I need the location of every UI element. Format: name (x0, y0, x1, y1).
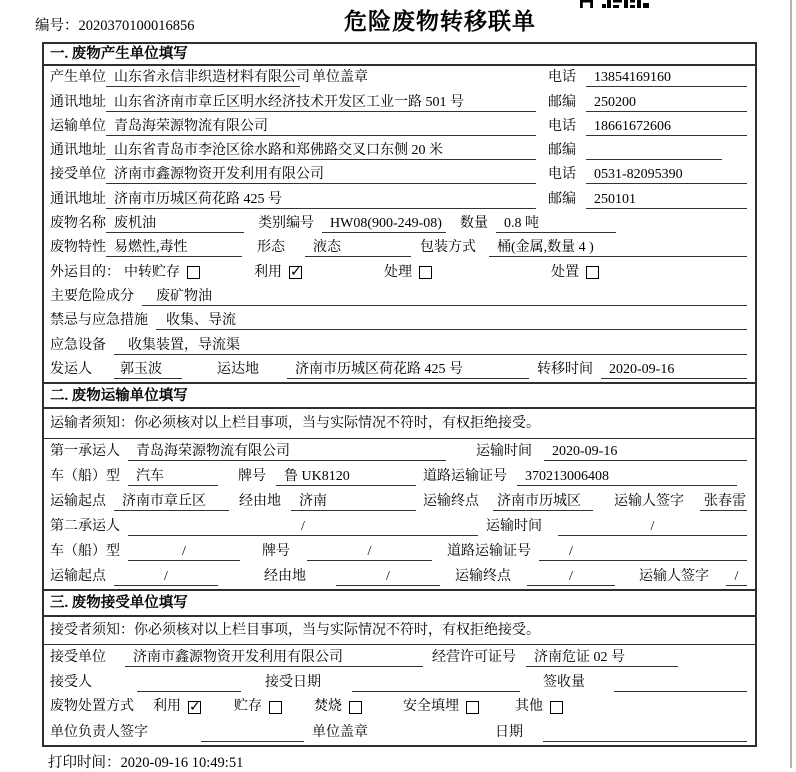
date-label: 日期 (495, 724, 523, 740)
via-label: 经由地 (264, 568, 306, 584)
transfer-manifest-form (42, 42, 757, 747)
category-code-value: HW08(900-249-08) (322, 215, 446, 233)
postcode-label: 邮编 (548, 143, 576, 159)
packaging-value: 桶(金属,数量 4 ) (489, 239, 747, 257)
emergency-equipment-label: 应急设备 (50, 337, 106, 353)
purpose-option-utilize (254, 264, 302, 282)
transfer-purpose-row (44, 260, 755, 284)
carrier-signature-label: 运输人签字 (614, 493, 684, 509)
waste-character-row (44, 236, 755, 260)
accept-date-value (352, 674, 520, 692)
emergency-equipment-row (44, 333, 755, 357)
qr-code-fragment (580, 0, 650, 9)
section2-title: 二. 废物运输单位填写 (44, 384, 755, 409)
purpose-option-transfer-storage (124, 264, 200, 282)
plate-number-label: 牌号 (262, 543, 290, 559)
destination-value: 济南市历城区荷花路 425 号 (287, 361, 529, 379)
transfer-purpose-label: 外运目的： (50, 264, 120, 280)
endpoint-label: 运输终点 (423, 493, 479, 509)
section-waste-transporter (44, 382, 755, 589)
serial-number: 2020370100016856 (78, 18, 195, 34)
acceptor-label: 接受人 (50, 674, 92, 690)
producer-address-row (44, 90, 755, 114)
page-edge-line (790, 0, 792, 768)
postcode-label: 邮编 (548, 191, 576, 207)
receive-unit-label: 接受单位 (50, 167, 106, 183)
transport-unit-value: 青岛海荣源物流有限公司 (106, 118, 536, 136)
second-carrier-value: / (128, 518, 478, 536)
waste-name-value: 废机油 (106, 215, 244, 233)
producer-unit-label: 产生单位 (50, 70, 106, 86)
option-label: 利用 (254, 264, 282, 280)
unit-seal-label: 单位盖章 (312, 724, 368, 740)
receiving-unit-row (44, 645, 755, 670)
transport-time-label: 运输时间 (486, 518, 542, 534)
vehicle-type-label: 车（船）型 (50, 468, 120, 484)
option-label: 中转贮存 (124, 264, 180, 280)
received-quantity-value (614, 674, 747, 692)
receive-unit-value: 济南市鑫源物资开发利用有限公司 (125, 649, 423, 667)
section3-title: 三. 废物接受单位填写 (44, 591, 755, 617)
checkbox-icon (419, 266, 432, 279)
receiver-address-row (44, 187, 755, 211)
option-label: 处理 (384, 264, 412, 280)
section-waste-receiver (44, 589, 755, 745)
phone-value: 0531-82095390 (586, 166, 747, 184)
carrier-signature-value: 张春雷 (700, 493, 747, 511)
origin-label: 运输起点 (50, 568, 106, 584)
transport-time-value: / (558, 518, 747, 536)
physical-form-label: 形态 (257, 240, 285, 256)
print-time-value: 2020-09-16 10:49:51 (120, 755, 244, 771)
plate-number-value: / (307, 543, 432, 561)
waste-character-value: 易燃性,毒性 (106, 239, 242, 257)
vehicle-type-value: / (128, 543, 240, 561)
producer-row (44, 66, 755, 90)
section1-title: 一. 废物产生单位填写 (44, 44, 755, 66)
mail-address-label: 通讯地址 (50, 143, 106, 159)
option-label: 利用 (153, 699, 181, 715)
plate-number-value: 鲁 UK8120 (276, 468, 416, 486)
waste-name-row (44, 212, 755, 236)
acceptor-value (137, 674, 241, 692)
first-carrier-label: 第一承运人 (50, 443, 120, 459)
disposal-option-store (234, 698, 282, 716)
option-label: 贮存 (234, 699, 262, 715)
purpose-option-treat (384, 264, 432, 282)
unit-head-signature-label: 单位负责人签字 (50, 724, 148, 740)
consignor-label: 发运人 (50, 361, 92, 377)
postcode-value: 250101 (586, 191, 747, 209)
disposal-option-landfill (403, 698, 479, 716)
origin-value: 济南市章丘区 (114, 493, 229, 511)
taboo-measures-value: 收集、导流 (156, 312, 747, 330)
disposal-method-row (44, 695, 755, 720)
checkbox-icon (349, 701, 362, 714)
checkbox-icon (466, 701, 479, 714)
checkbox-icon (289, 266, 302, 279)
postcode-value (586, 142, 722, 160)
producer-unit-value: 山东省永信非织造材料有限公司 (106, 69, 300, 87)
transport-time-value: 2020-09-16 (544, 443, 747, 461)
plate-number-label: 牌号 (238, 468, 266, 484)
serial-label: 编号： (35, 18, 79, 34)
option-label: 处置 (551, 264, 579, 280)
document-header (0, 0, 796, 42)
second-carrier-row (44, 514, 755, 539)
business-permit-value: 济南危证 02 号 (526, 649, 678, 667)
received-quantity-label: 签收量 (543, 674, 585, 690)
section-waste-producer (44, 44, 755, 382)
taboo-measures-row (44, 309, 755, 333)
first-carrier-row (44, 439, 755, 464)
origin-label: 运输起点 (50, 493, 106, 509)
purpose-option-dispose (551, 264, 599, 282)
transporter-address-row (44, 139, 755, 163)
category-code-label: 类别编号 (258, 216, 314, 232)
mail-address-value: 山东省济南市章丘区明水经济技术开发区工业一路 501 号 (106, 94, 536, 112)
mail-address-label: 通讯地址 (50, 94, 106, 110)
checkbox-icon (586, 266, 599, 279)
receiver-row (44, 163, 755, 187)
receive-unit-label: 接受单位 (50, 649, 106, 665)
route-row-2 (44, 564, 755, 589)
endpoint-value: 济南市历城区 (493, 493, 593, 511)
acceptor-row (44, 670, 755, 695)
via-value: / (336, 568, 440, 586)
transport-unit-label: 运输单位 (50, 118, 106, 134)
via-label: 经由地 (239, 493, 281, 509)
packaging-label: 包装方式 (420, 240, 476, 256)
mail-address-value: 山东省青岛市李沧区徐水路和郑佛路交叉口东侧 20 米 (106, 142, 536, 160)
hazard-component-row (44, 285, 755, 309)
hazard-component-value: 废矿物油 (142, 288, 747, 306)
accept-date-label: 接受日期 (265, 674, 321, 690)
road-permit-label: 道路运输证号 (447, 543, 531, 559)
checkbox-icon (188, 701, 201, 714)
mail-address-label: 通讯地址 (50, 191, 106, 207)
transport-time-label: 运输时间 (476, 443, 532, 459)
first-carrier-value: 青岛海荣源物流有限公司 (128, 443, 446, 461)
option-label: 安全填埋 (403, 699, 459, 715)
quantity-label: 数量 (460, 216, 488, 232)
postcode-value: 250200 (586, 94, 747, 112)
phone-label: 电话 (548, 167, 576, 183)
unit-head-signature-value (201, 724, 304, 742)
disposal-option-incinerate (314, 698, 362, 716)
disposal-option-other (515, 698, 563, 716)
mail-address-value: 济南市历城区荷花路 425 号 (106, 191, 536, 209)
carrier-signature-value: / (726, 568, 747, 586)
via-value: 济南 (291, 493, 416, 511)
phone-value: 18661672606 (586, 118, 747, 136)
carrier-signature-label: 运输人签字 (639, 568, 709, 584)
vehicle-type-value: 汽车 (128, 468, 218, 486)
road-permit-value: / (539, 543, 747, 561)
transporter-row (44, 115, 755, 139)
endpoint-label: 运输终点 (455, 568, 511, 584)
road-permit-value: 370213006408 (517, 468, 737, 486)
transfer-time-label: 转移时间 (537, 361, 593, 377)
receive-unit-value: 济南市鑫源物资开发利用有限公司 (106, 166, 536, 184)
option-label: 其他 (515, 699, 543, 715)
destination-label: 运达地 (217, 361, 259, 377)
transporter-notice: 运输者须知：你必须核对以上栏目事项，当与实际情况不符时，有权拒绝接受。 (44, 409, 755, 439)
phone-label: 电话 (548, 70, 576, 86)
disposal-method-label: 废物处置方式 (50, 699, 134, 715)
vehicle-type-label: 车（船）型 (50, 543, 120, 559)
hazard-component-label: 主要危险成分 (50, 288, 134, 304)
option-label: 焚烧 (314, 699, 342, 715)
checkbox-icon (269, 701, 282, 714)
emergency-equipment-value: 收集装置，导流渠 (114, 337, 747, 355)
quantity-value: 0.8 吨 (496, 215, 616, 233)
consignor-row (44, 358, 755, 382)
road-permit-label: 道路运输证号 (423, 468, 507, 484)
checkbox-icon (550, 701, 563, 714)
date-value (543, 724, 747, 742)
phone-value: 13854169160 (586, 69, 747, 87)
physical-form-value: 液态 (305, 239, 411, 257)
route-row-1 (44, 489, 755, 514)
waste-character-label: 废物特性 (50, 240, 106, 256)
checkbox-icon (187, 266, 200, 279)
business-permit-label: 经营许可证号 (432, 649, 516, 665)
page-title: 危险废物转移联单 (344, 9, 536, 34)
endpoint-value: / (527, 568, 615, 586)
print-time-line (48, 751, 243, 772)
phone-label: 电话 (548, 118, 576, 134)
disposal-option-utilize (153, 698, 201, 716)
taboo-measures-label: 禁忌与应急措施 (50, 313, 148, 329)
vehicle-row-2 (44, 539, 755, 564)
transfer-time-value: 2020-09-16 (601, 361, 747, 379)
receiver-notice: 接受者须知：你必须核对以上栏目事项，当与实际情况不符时，有权拒绝接受。 (44, 617, 755, 645)
waste-name-label: 废物名称 (50, 216, 106, 232)
postcode-label: 邮编 (548, 94, 576, 110)
second-carrier-label: 第二承运人 (50, 518, 120, 534)
unit-seal-label: 单位盖章 (312, 70, 368, 86)
origin-value: / (114, 568, 218, 586)
print-time-label: 打印时间： (48, 755, 121, 771)
unit-head-signature-row (44, 720, 755, 745)
vehicle-row-1 (44, 464, 755, 489)
consignor-value: 郭玉波 (114, 361, 182, 379)
